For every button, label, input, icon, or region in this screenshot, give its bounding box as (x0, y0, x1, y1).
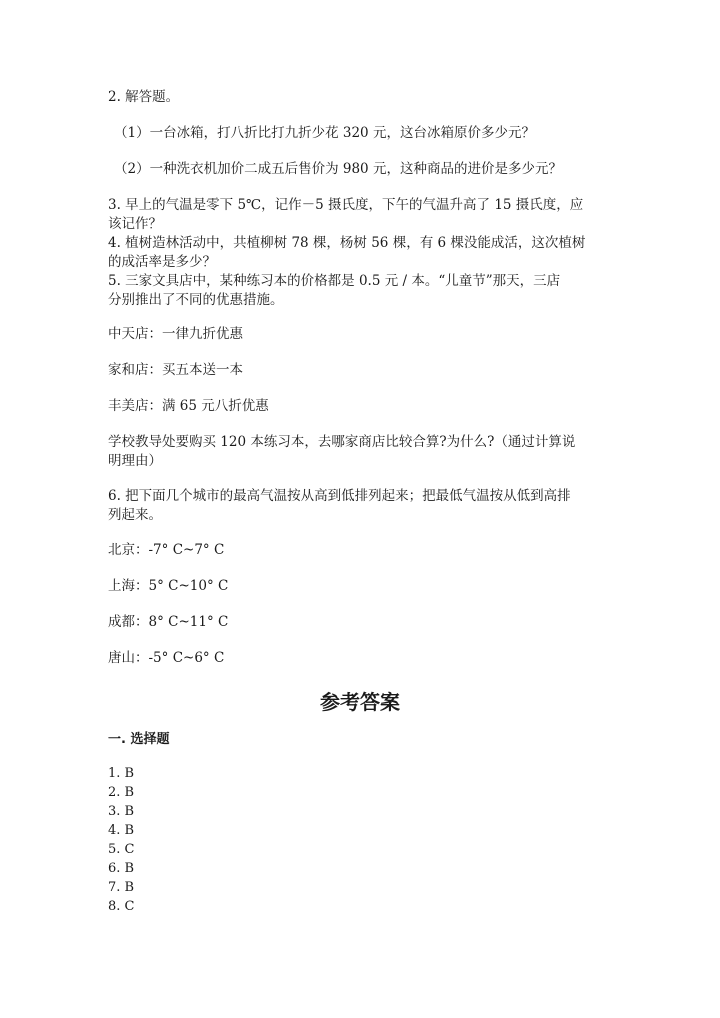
q6-line1: 6. 把下面几个城市的最高气温按从高到低排列起来；把最低气温按从低到高排 (108, 488, 571, 504)
answer-item: 5. C (108, 842, 135, 857)
answers-section-choice: 一. 选择题 (108, 732, 170, 747)
q2-sub2: （2）一种洗衣机加价二成五后售价为 980 元，这种商品的进价是多少元？ (114, 161, 562, 177)
city-beijing: 北京：-7° C~7° C (108, 542, 225, 558)
city-tangshan: 唐山：-5° C~6° C (108, 650, 225, 666)
answer-item: 1. B (108, 766, 135, 781)
answer-item: 3. B (108, 804, 135, 819)
store-fengmei: 丰美店：满 65 元八折优惠 (108, 398, 269, 414)
city-shanghai: 上海：5° C~10° C (108, 578, 229, 594)
q2-sub1: （1）一台冰箱，打八折比打九折少花 320 元，这台冰箱原价多少元？ (114, 125, 535, 141)
q3-line2: 该记作？ (108, 216, 162, 232)
answer-item: 7. B (108, 880, 135, 895)
answer-item: 8. C (108, 899, 135, 914)
q4-line2: 的成活率是多少？ (108, 254, 216, 270)
answer-item: 2. B (108, 785, 135, 800)
city-chengdu: 成都：8° C~11° C (108, 614, 229, 630)
q3-line1: 3. 早上的气温是零下 5℃，记作－5 摄氏度，下午的气温升高了 15 摄氏度，应 (108, 197, 584, 213)
q5-ask-line1: 学校教导处要购买 120 本练习本，去哪家商店比较合算?为什么?（通过计算说 (108, 434, 576, 450)
q5-line1: 5. 三家文具店中，某种练习本的价格都是 0.5 元 / 本。“儿童节”那天，三店 (108, 273, 561, 289)
q4-line1: 4. 植树造林活动中，共植柳树 78 棵，杨树 56 棵，有 6 棵没能成活，这次植树 (108, 235, 586, 251)
store-zhongtian: 中天店：一律九折优惠 (108, 326, 243, 342)
q6-line2: 列起来。 (108, 507, 162, 523)
answer-item: 6. B (108, 861, 135, 876)
q2-heading: 2. 解答题。 (108, 89, 180, 105)
store-jiahe: 家和店：买五本送一本 (108, 362, 243, 378)
answer-item: 4. B (108, 823, 135, 838)
q5-line2: 分别推出了不同的优惠措施。 (108, 292, 284, 308)
answers-title: 参考答案 (320, 690, 400, 714)
q5-ask-line2: 明理由） (108, 453, 162, 469)
